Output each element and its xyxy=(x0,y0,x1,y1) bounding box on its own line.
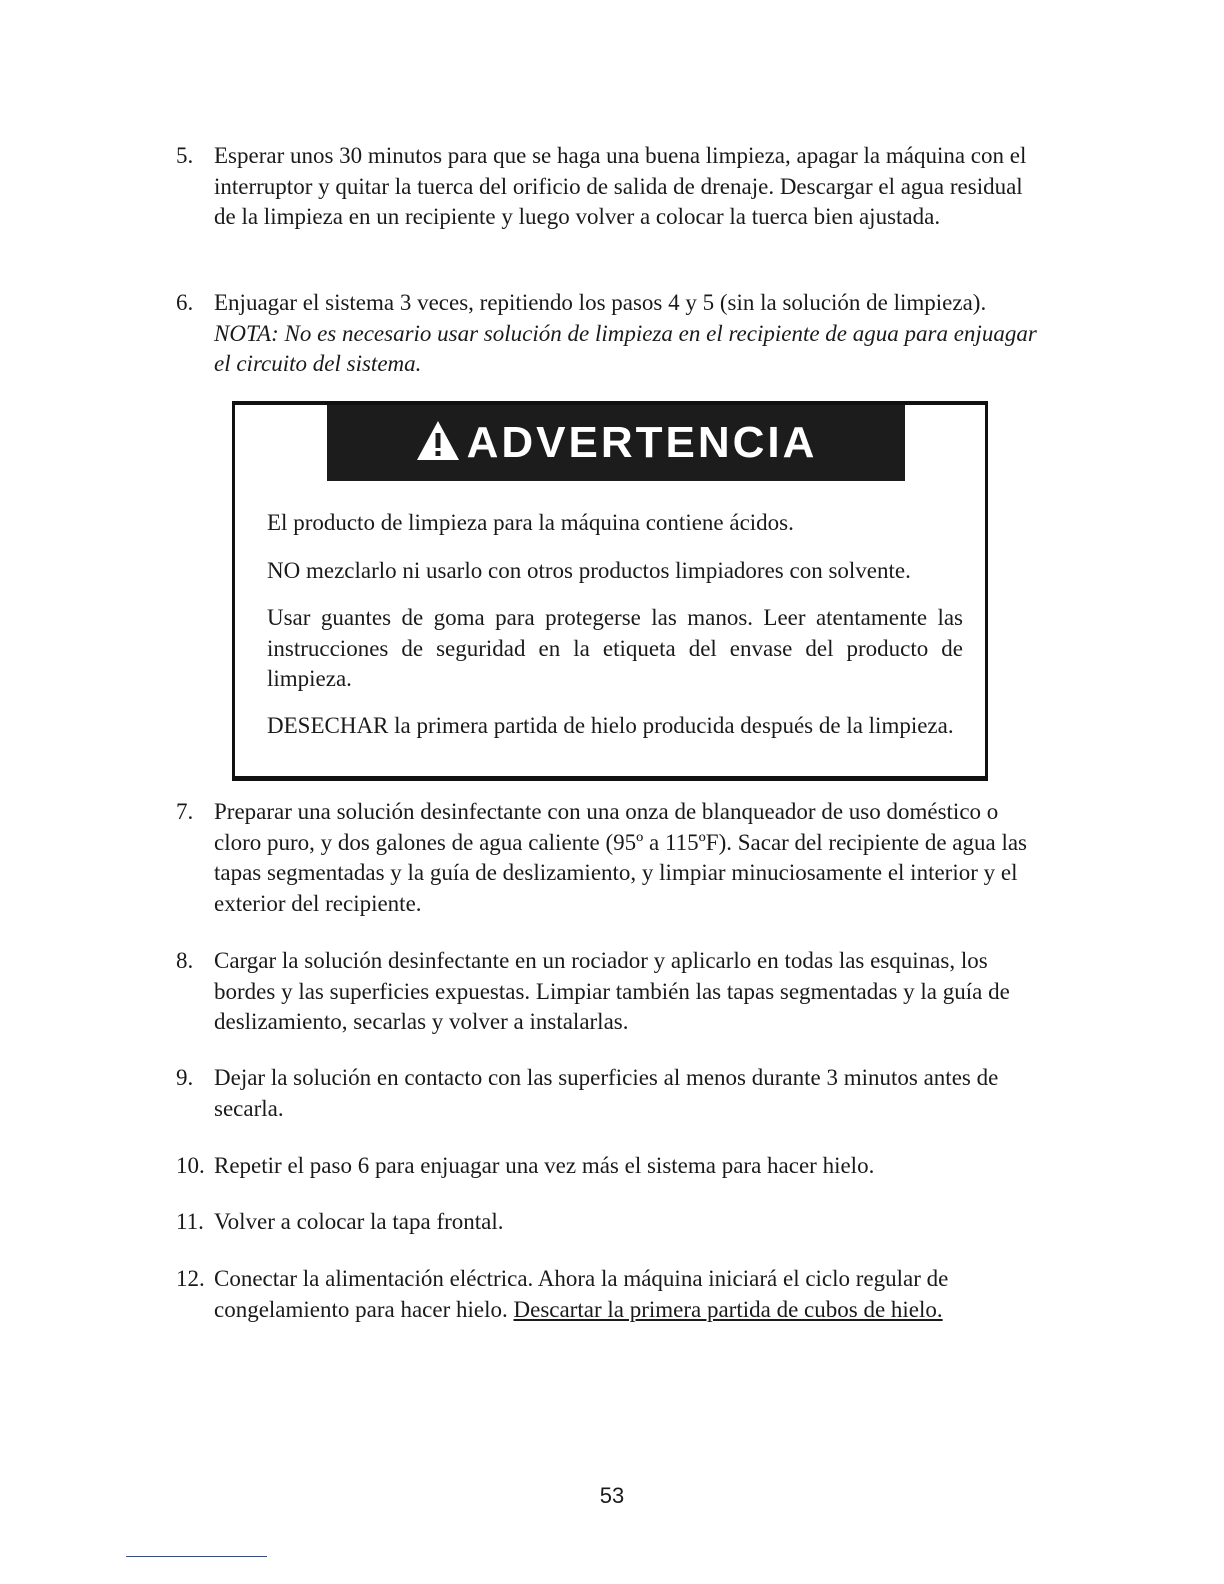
warning-line-3: Usar guantes de goma para protegerse las manos. Leer atentamente las instrucciones de seguridad en la etiqueta del envase del producto de limpieza. xyxy=(267,605,963,691)
step-8 xyxy=(176,946,1046,1038)
warning-line-1: El producto de limpieza para la máquina contiene ácidos. xyxy=(267,510,794,535)
warning-box xyxy=(232,401,988,781)
step-text: Dejar la solución en contacto con las superficies al menos durante 3 minutos antes de secarla. xyxy=(214,1065,999,1121)
warning-line-2: NO mezclarlo ni usarlo con otros productos limpiadores con solvente. xyxy=(267,558,911,583)
warning-title: ADVERTENCIA xyxy=(466,418,818,467)
warning-line-4: DESECHAR la primera partida de hielo producida después de la limpieza. xyxy=(267,713,954,738)
step-7 xyxy=(176,797,1046,919)
step-10 xyxy=(176,1151,1046,1182)
step-6 xyxy=(176,288,1046,380)
warning-banner xyxy=(327,405,905,481)
step-text: Volver a colocar la tapa frontal. xyxy=(214,1209,504,1234)
step-number: 8. xyxy=(176,948,194,973)
step-12 xyxy=(176,1264,1046,1325)
step-number: 10. xyxy=(176,1153,205,1178)
step-number: 5. xyxy=(176,143,194,168)
step-text: Enjuagar el sistema 3 veces, repitiendo los pasos 4 y 5 (sin la solución de limpieza). xyxy=(214,290,987,315)
step-5 xyxy=(176,141,1046,233)
step-number: 7. xyxy=(176,799,194,824)
step-text: Cargar la solución desinfectante en un rociador y aplicarlo en todas las esquinas, los bordes y las superficies expuestas. Limpiar también las tapas segmentadas y la guía de deslizamiento, secarlas y volver a instalarlas. xyxy=(214,948,1010,1034)
step-9 xyxy=(176,1063,1046,1124)
warning-triangle-icon xyxy=(415,418,461,464)
step-number: 11. xyxy=(176,1209,204,1234)
step-number: 9. xyxy=(176,1065,194,1090)
page-number: 53 xyxy=(599,1483,625,1508)
step-text: Conectar la alimentación eléctrica. Ahora la máquina iniciará el ciclo regular de congelamiento para hacer hielo. xyxy=(214,1266,949,1322)
step-text: Repetir el paso 6 para enjuagar una vez más el sistema para hacer hielo. xyxy=(214,1153,875,1178)
step-11 xyxy=(176,1207,1046,1238)
step-note: NOTA: No es necesario usar solución de limpieza en el recipiente de agua para enjuagar el circuito del sistema. xyxy=(214,320,1037,376)
step-underlined-text: Descartar la primera partida de cubos de hielo. xyxy=(513,1296,943,1322)
step-text: Esperar unos 30 minutos para que se haga una buena limpieza, apagar la máquina con el interruptor y quitar la tuerca del orificio de salida de drenaje. Descargar el agua residual de la limpieza en un recipiente y luego volver a colocar la tuerca bien ajustada. xyxy=(214,143,1027,229)
step-text: Preparar una solución desinfectante con una onza de blanqueador de uso doméstico o cloro puro, y dos galones de agua caliente (95º a 115ºF). Sacar del recipiente de agua las tapas segmentadas y la guía de deslizamiento, y limpiar minuciosamente el interior y el exterior del recipiente. xyxy=(214,799,1027,916)
footnote-rule xyxy=(126,1556,267,1557)
step-number: 12. xyxy=(176,1266,205,1291)
step-number: 6. xyxy=(176,290,194,315)
